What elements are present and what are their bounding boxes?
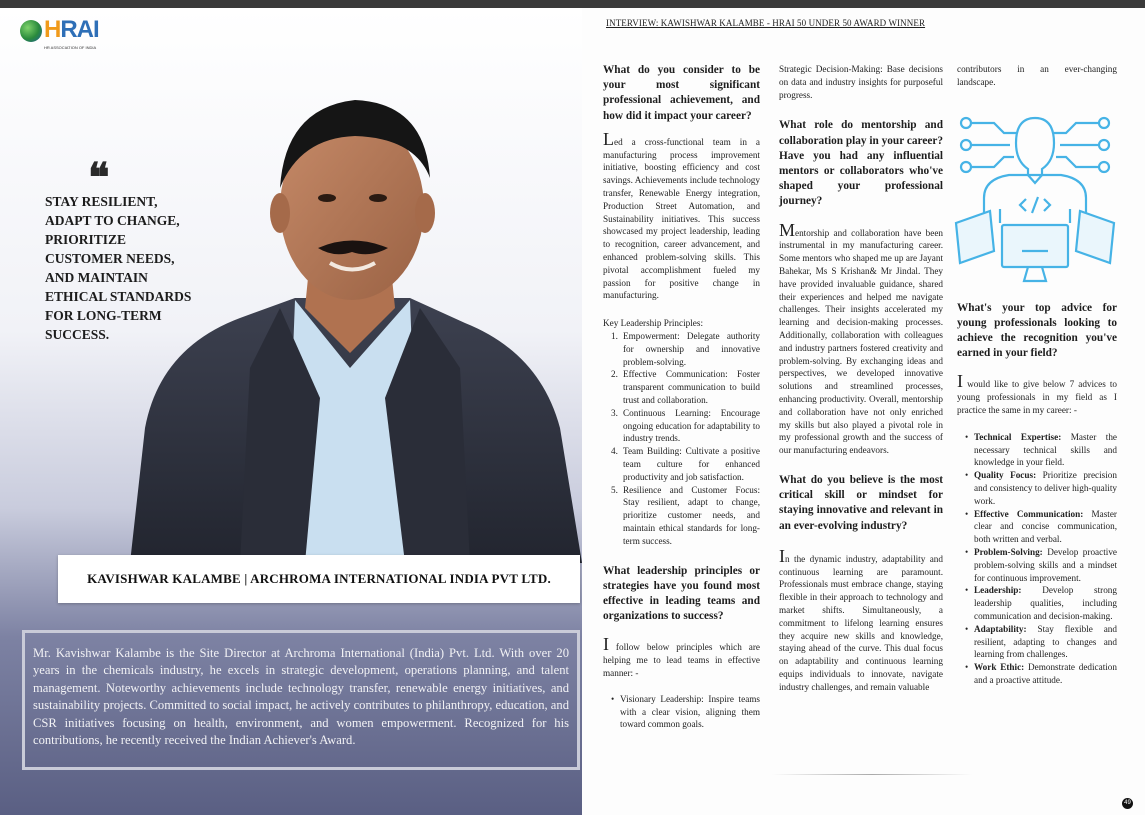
answer-5: I would like to give below 7 advices to young professionals in my field as I practice the same in my career: - (957, 371, 1117, 415)
answer-4: In the dynamic industry, adaptability and continuous learning are paramount. Professionals must embrace change, staying flexible in their approach to technology and market shifts. Simultaneously, a commitment to lifelong learning ensures they acquire new skills and knowledge, staying ahead of the curve. This dual focus on adaptability and continuous learning equips individuals to innovate, navigate industry challenges, and remain valuable (779, 545, 943, 692)
list-item: • Technical Expertise: Master the necessary technical skills and knowledge in your field. (965, 431, 1117, 468)
principles-title: Key Leadership Principles: (603, 318, 704, 329)
right-page (582, 8, 1145, 815)
question-2: What leadership principles or strategies have you found most effective in leading teams and organizations to success? (603, 564, 760, 623)
logo-text: HRAI (44, 16, 99, 43)
question-3: What role do mentorship and collaboration play in your career? Have you had any influential mentors or collaborators who've shaped your professional journey? (779, 119, 944, 208)
name-banner-text: KAVISHWAR KALAMBE | ARCHROMA INTERNATIONAL INDIA PVT LTD. (87, 571, 551, 586)
column-3-intro: contributors in an ever-changing landscape. (957, 64, 1117, 87)
page-number: 49 (1122, 798, 1133, 809)
top-bar (0, 0, 1145, 8)
list-item: • Effective Communication: Master clear and concise communication, both written and verbal. (965, 508, 1117, 545)
article-header: INTERVIEW: KAWISHWAR KALAMBE - HRAI 50 UNDER 50 AWARD WINNER (606, 18, 926, 28)
list-item: • Problem-Solving: Develop proactive problem-solving skills and a mindset for continuous improvement. (965, 546, 1117, 583)
answer-1: Led a cross-functional team in a manufacturing process improvement initiative, boosting efficiency and cost savings. Achievements include technology transfer, Renewable Energy integration, Production Street Automation, and Sustainability initiatives. This success showcased my project leadership, leading to recognition, career advancement, and enhanced problem-solving skills. This pivotal accomplishment fueled my passion for positive change in manufacturing. (603, 128, 760, 301)
bio-text: Mr. Kavishwar Kalambe is the Site Director at Archroma International (India) Pvt. Ltd. With over 20 years in the chemicals industry, he excels in strategic development, operations planning, and talent management. Noteworthy achievements include technology transfer, renewable energy initiatives, and sustainability projects. Committed to social impact, he actively contributes to philanthropy, education, and CSR initiatives focusing on health, environment, and women empowerment. Recognized for his contributions, he recently received the Indian Achiever's Award. (33, 646, 569, 748)
answer-2: I follow below principles which are helping me to lead teams in effective manner: - (603, 634, 760, 678)
name-banner (58, 555, 580, 603)
column-1 (603, 63, 760, 731)
globe-icon (20, 20, 42, 42)
pull-quote: STAY RESILIENT, ADAPT TO CHANGE, PRIORITIZE CUSTOMER NEEDS, AND MAINTAIN ETHICAL STANDARDS FOR LONG-TERM SUCCESS. (45, 194, 192, 342)
advice-list (957, 431, 1117, 687)
list-item: • Work Ethic: Demonstrate dedication and a proactive attitude. (965, 662, 1117, 685)
list-item: • Adaptability: Stay flexible and resilient, adapting to changes and learning from challenges. (965, 623, 1117, 660)
list-item: • Leadership: Develop strong leadership qualities, including communication and decision-making. (965, 585, 1117, 621)
logo-subtitle: HR ASSOCIATION OF INDIA (44, 45, 97, 50)
principles-list (603, 330, 760, 548)
left-page (0, 8, 582, 815)
divider-line (772, 774, 972, 775)
answer-3: Mentorship and collaboration have been instrumental in my manufacturing career. Some mentors who shaped me up are Jayant Bahekar, Ms S Krishan& Mr Jindal. They have provided invaluable guidance, shared their experiences and helped me navigate challenges. Their insights accelerated my learning and decision-making processes. Additionally, collaboration with colleagues and industry partners fostered creativity and problem-solving. By exchanging ideas and perspectives, we developed innovative solutions and streamlined processes, enhancing productivity. Overall, mentorship and collaboration have not only enriched my skills but also played a pivotal role in my professional growth and the success of our manufacturing endeavors. (779, 219, 943, 456)
list-item: 3. Continuous Learning: Encourage ongoing education for adaptability to industry trends. (611, 407, 760, 444)
question-4: What do you believe is the most critical skill or mindset for staying innovative and relevant in an ever-evolving industry? (779, 473, 943, 532)
tech-person-illustration (954, 113, 1120, 291)
quote-mark-icon: ❝ (88, 155, 110, 200)
column-2-intro: Strategic Decision-Making: Base decisions on data and industry insights for purposeful progress. (779, 64, 943, 100)
bio-box (22, 630, 580, 770)
list-item: 1. Empowerment: Delegate authority for ownership and innovative problem-solving. (611, 330, 760, 367)
column-2 (779, 63, 943, 694)
list-item: 2. Effective Communication: Foster transparent communication to build trust and collaboration. (611, 369, 760, 405)
answer-2-list (603, 693, 760, 731)
hrai-logo (20, 18, 99, 52)
list-item: • Quality Focus: Prioritize precision and consistency to deliver high-quality work. (965, 470, 1117, 506)
question-1: What do you consider to be your most significant professional achievement, and how did it impact your career? (603, 64, 760, 122)
list-item: 4. Team Building: Cultivate a positive team culture for enhanced productivity and job satisfaction. (611, 446, 760, 482)
list-item: • Visionary Leadership: Inspire teams with a clear vision, aligning them toward common goals. (611, 693, 760, 730)
question-5: What's your top advice for young professionals looking to achieve the recognition you've earned in your field? (957, 301, 1117, 360)
list-item: 5. Resilience and Customer Focus: Stay resilient, adapt to change, prioritize customer needs, and maintain ethical standards for long-term success. (611, 484, 760, 546)
